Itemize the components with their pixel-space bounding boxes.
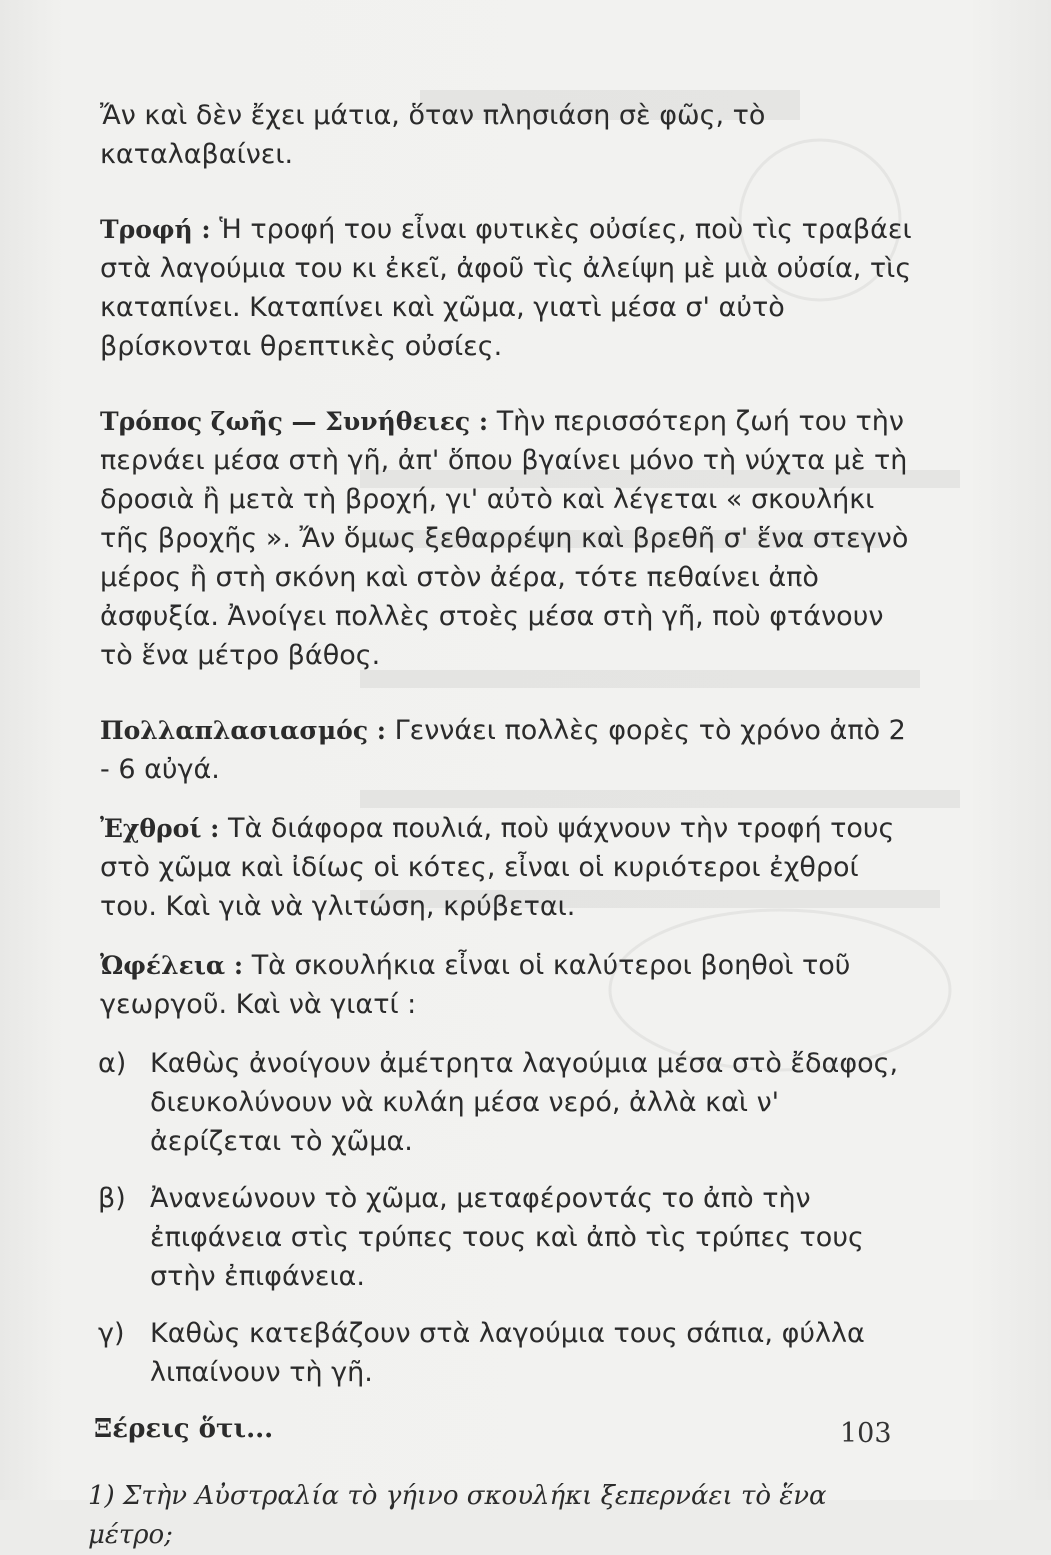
lifestyle-paragraph	[100, 402, 915, 675]
benefit-text: Τὰ σκουλήκια εἶναι οἱ καλύτεροι βοηθοὶ τοῦ γεωργοῦ. Καὶ νὰ γιατί :	[100, 950, 851, 1020]
enemies-label: Ἐχθροί :	[100, 814, 220, 843]
did-you-know-fact: 1) Στὴν Αὐστραλία τὸ γήινο σκουλήκι ξεπερνάει τὸ ἕνα μέτρο;	[88, 1481, 827, 1550]
list-text: Καθὼς ἀνοίγουν ἀμέτρητα λαγούμια μέσα στὸ ἔδαφος, διευκολύνουν νὰ κυλάη μέσα νερό, ἀλλὰ καὶ ν' ἀερίζεται τὸ χῶμα.	[150, 1048, 899, 1157]
list-item	[100, 1314, 915, 1392]
list-text: Καθὼς κατεβάζουν στὰ λαγούμια τους σάπια, φύλλα λιπαίνουν τὴ γῆ.	[150, 1318, 865, 1388]
enemies-text: Τὰ διάφορα πουλιά, ποὺ ψάχνουν τὴν τροφή τους στὸ χῶμα καὶ ἰδίως οἱ κότες, εἶναι οἱ κυριότεροι ἐχθροί του. Καὶ γιὰ νὰ γλιτώση, κρύβεται.	[100, 813, 895, 922]
list-marker: β)	[98, 1183, 126, 1214]
list-item	[100, 1179, 915, 1296]
intro-paragraph: Ἄν καὶ δὲν ἔχει μάτια, ὅταν πλησιάση σὲ φῶς, τὸ καταλαβαίνει.	[100, 100, 766, 170]
reproduction-text: Γεννάει πολλὲς φορὲς τὸ χρόνο ἀπὸ 2 - 6 αὐγά.	[100, 715, 906, 785]
lifestyle-text: Τὴν περισσότερη ζωή του τὴν περνάει μέσα στὴ γῆ, ἀπ' ὅπου βγαίνει μόνο τὴ νύχτα μὲ τὴ δροσιὰ ἢ μετὰ τὴ βροχή, γι' αὐτὸ καὶ λέγεται « σκουλήκι τῆς βροχῆς ». Ἄν ὅμως ξεθαρρέψη καὶ βρεθῆ σ' ἕνα στεγνὸ μέρος ἢ στὴ σκόνη καὶ στὸν ἀέρα, τότε πεθαίνει ἀπὸ ἀσφυξία. Ἀνοίγει πολλὲς στοὲς μέσα στὴ γῆ, ποὺ φτάνουν τὸ ἕνα μέτρο βάθος.	[100, 406, 909, 671]
main-text	[88, 96, 915, 1555]
list-marker: α)	[98, 1048, 127, 1079]
benefit-paragraph	[100, 946, 915, 1024]
list-marker: γ)	[98, 1318, 125, 1349]
enemies-paragraph	[100, 809, 915, 926]
did-you-know-heading: Ξέρεις ὅτι...	[94, 1414, 274, 1444]
page-number: 103	[840, 1418, 892, 1449]
reproduction-paragraph	[100, 711, 915, 789]
list-item	[100, 1044, 915, 1161]
food-label: Τροφή :	[100, 215, 211, 244]
benefit-label: Ὠφέλεια :	[100, 951, 244, 980]
reproduction-label: Πολλαπλασιασμός :	[100, 716, 386, 745]
food-text: Ἡ τροφή του εἶναι φυτικὲς οὐσίες, ποὺ τὶς τραβάει στὰ λαγούμια του κι ἐκεῖ, ἀφοῦ τὶς ἀλείψη μὲ μιὰ οὐσία, τὶς καταπίνει. Καταπίνει καὶ χῶμα, γιατὶ μέσα σ' αὐτὸ βρίσκονται θρεπτικὲς οὐσίες.	[100, 214, 912, 362]
list-text: Ἀνανεώνουν τὸ χῶμα, μεταφέροντάς το ἀπὸ τὴν ἐπιφάνεια στὶς τρύπες τους καὶ ἀπὸ τὶς τρύπες τους στὴν ἐπιφάνεια.	[150, 1183, 864, 1292]
lifestyle-label: Τρόπος ζωῆς — Συνήθειες :	[100, 407, 489, 436]
food-paragraph	[100, 210, 915, 366]
benefit-list	[100, 1044, 915, 1392]
